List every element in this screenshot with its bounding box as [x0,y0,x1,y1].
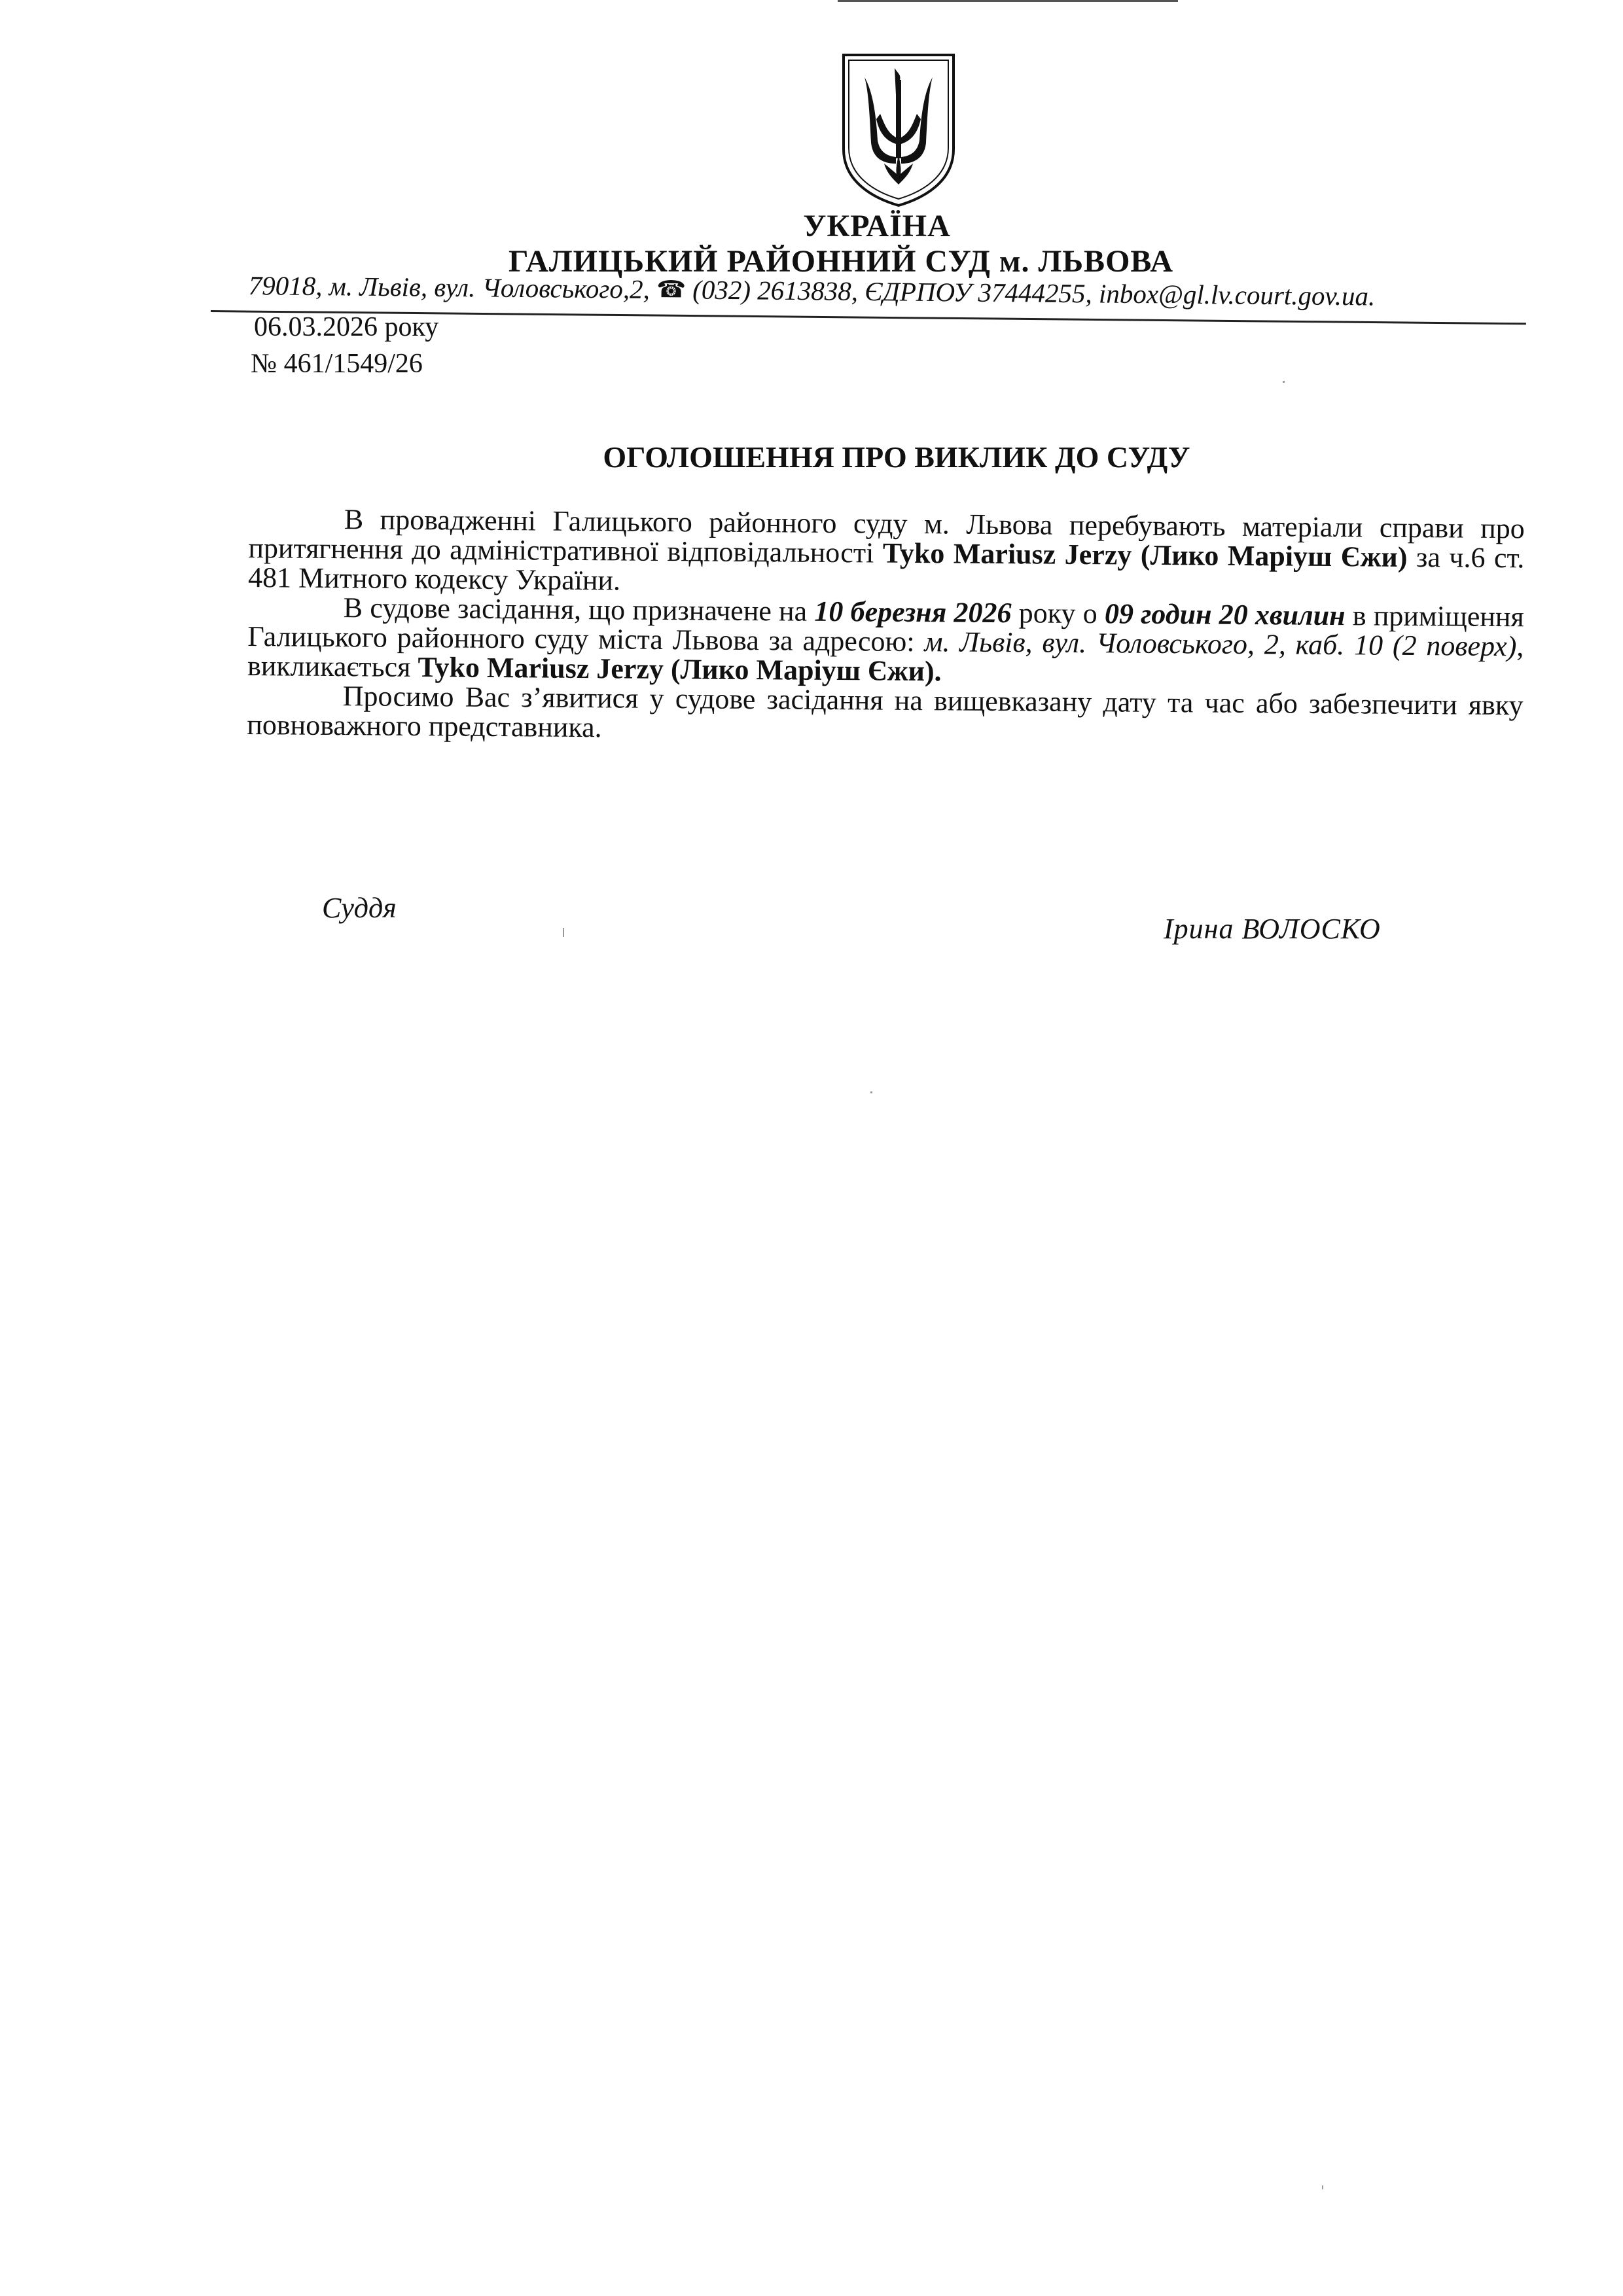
scan-speck [1283,381,1285,383]
paragraph-2 [247,592,1524,690]
scan-speck [1322,2185,1323,2189]
paragraph-1 [248,504,1525,602]
scan-speck [563,928,564,937]
ukraine-trident-coat-of-arms-icon [838,51,959,208]
paragraph-2-text: В судове засідання, що призначене на [343,592,815,627]
paragraph-2-text-c: в приміщення Галицького районного суду міста Львова за адресою: [247,599,1524,658]
address-street: 79018, м. Львів, вул. Чоловського,2, [248,270,651,304]
summoned-person: Tyko Mariusz Jerzy (Лико Маріуш Єжи). [418,651,942,688]
document-title: ОГОЛОШЕННЯ ПРО ВИКЛИК ДО СУДУ [603,440,1190,474]
address-contacts: (032) 2613838, ЄДРПОУ 37444255, inbox@gl.lv.court.gov.ua. [692,274,1376,311]
signature-role: Суддя [322,892,397,924]
judge-name: Ірина ВОЛОСКО [1164,913,1381,945]
paragraph-1-text-end: за ч.6 ст. 481 Митного кодексу України. [247,540,1525,597]
hearing-time: 09 годин 20 хвилин [1104,597,1346,632]
court-name-heading: ГАЛИЦЬКИЙ РАЙОННИЙ СУД м. ЛЬВОВА [508,244,1174,279]
scan-edge-line [838,0,1178,2]
hearing-date: 10 березня 2026 [814,595,1012,629]
paragraph-2-text-d: , викликається [247,630,1524,684]
paragraph-2-text-b: року о [1011,597,1105,630]
case-number: № 461/1549/26 [251,349,423,379]
document-body [247,504,1525,749]
paragraph-1-text: В провадженні Галицького районного суду м. Львова перебувають матеріали справи про притягнення до адміністративної відповідальності [248,503,1525,569]
hearing-address: м. Львів, вул. Чоловського, 2, каб. 10 (2 поверх) [924,626,1517,663]
document-date: 06.03.2026 року [254,312,439,342]
defendant-name: Tyko Mariusz Jerzy (Лико Маріуш Єжи) [882,537,1408,573]
paragraph-3: Просимо Вас з’явитися у судове засідання на вищевказану дату та час або забезпечити явку повноважного представника. [247,680,1524,744]
country-heading: УКРАЇНА [803,209,951,243]
telephone-icon: ☎ [656,275,687,303]
scan-speck [870,1091,872,1093]
